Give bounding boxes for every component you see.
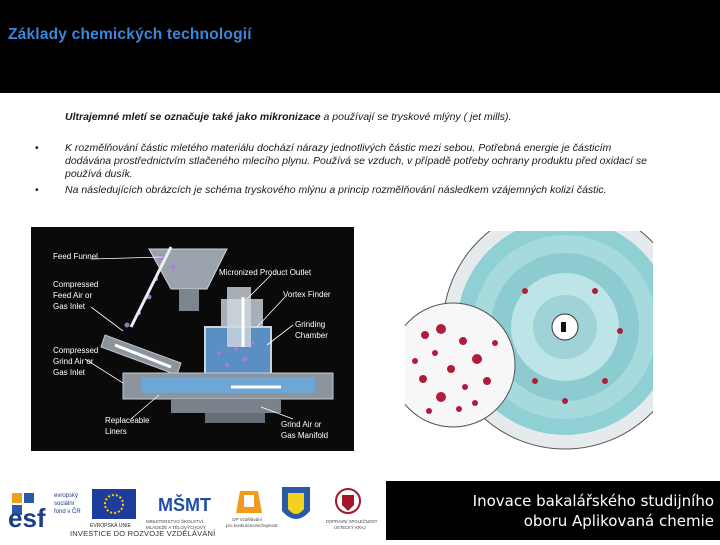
- label-liners: Liners: [105, 427, 127, 436]
- op-logo: [226, 491, 278, 528]
- bullet-text: K rozmělňování částic mletého materiálu dochází nárazy jednotlivých částic mezi sebou. Potřebná energie je částicím dodávána prostřednictvím stlačeného mlecího plynu. Používá se vzduch, v případě potřeby ochrany produktu před oxidací se používá dusík.: [65, 142, 647, 181]
- bullet-list: [30, 142, 650, 199]
- footer: [0, 481, 720, 540]
- slide-header: [0, 0, 720, 93]
- bullet-text: Na následujících obrázcích je schéma tryskového mlýnu a princip rozmělňování následkem vzájemných kolizí částic.: [65, 183, 607, 196]
- msmt-sub: MINISTERSTVO ŠKOLSTVÍ,: [146, 519, 205, 524]
- label-manifold: Grind Air or: [281, 420, 322, 429]
- invest-slogan: INVESTICE DO ROZVOJE VZDĚLÁVÁNÍ: [70, 529, 216, 538]
- esf-sub: sociální: [54, 501, 75, 507]
- label-feed-inlet: Compressed: [53, 280, 99, 289]
- esf-sub: fond v ČR: [54, 509, 81, 515]
- label-feed-funnel: Feed Funnel: [53, 252, 98, 261]
- footer-line-2: oboru Aplikovaná chemie: [523, 512, 714, 530]
- bullet-item: [30, 184, 650, 197]
- transport-emblem-logo: [326, 489, 378, 530]
- label-outlet: Micronized Product Outlet: [219, 268, 312, 277]
- msmt-sub: MLÁDEŽE A TĚLOVÝCHOVY: [146, 525, 206, 530]
- label-manifold: Gas Manifold: [281, 431, 329, 440]
- funnel-neck: [179, 289, 199, 311]
- upce-sub: ÚSTECKÝ KRAJ: [334, 525, 366, 530]
- label-feed-inlet: Gas Inlet: [53, 302, 86, 311]
- jet-mill-principle-image: [405, 231, 653, 455]
- op-sub: pro konkurenceschopnost: [226, 523, 278, 528]
- label-chamber: Chamber: [295, 331, 328, 340]
- collision-diagram-svg: [405, 231, 653, 455]
- bullet-dot-icon: •: [35, 142, 39, 154]
- label-grind-inlet: Gas Inlet: [53, 368, 86, 377]
- op-sub: OP Vzdělávání: [232, 517, 262, 522]
- jet-mill-diagram-svg: [31, 227, 354, 451]
- vortex-finder-shape: [227, 287, 251, 347]
- label-grind-inlet: Grind Air or: [53, 357, 94, 366]
- msmt-logo: [146, 494, 211, 530]
- upce-sub: DOPRAVNÍ SPOLEČNOST: [326, 519, 378, 524]
- bullet-dot-icon: •: [35, 183, 39, 196]
- label-liners: Replaceable: [105, 416, 150, 425]
- esf-sub: evropský: [54, 493, 79, 499]
- bullet-item: [30, 142, 650, 182]
- mill-body-inner: [141, 377, 315, 393]
- footer-band: [386, 481, 720, 540]
- eu-label: EVROPSKÁ UNIE: [90, 523, 131, 529]
- label-vortex: Vortex Finder: [283, 290, 331, 299]
- university-shield-logo: [282, 487, 310, 519]
- label-chamber: Grinding: [295, 320, 326, 329]
- intro-rest: a používají se tryskové mlýny ( jet mills).: [320, 111, 512, 123]
- jet-mill-schematic: [31, 227, 354, 451]
- manifold-shape: [171, 399, 281, 413]
- label-feed-inlet: Feed Air or: [53, 291, 93, 300]
- slide-title: Základy chemických technologií: [8, 26, 252, 43]
- intro-text: [65, 111, 685, 125]
- label-grind-inlet: Compressed: [53, 346, 99, 355]
- msmt-wordmark: MŠMT: [158, 495, 211, 515]
- eu-flag-logo: [90, 489, 136, 529]
- logo-strip: [0, 481, 386, 540]
- footer-line-1: Inovace bakalářského studijního: [472, 492, 714, 510]
- intro-bold: Ultrajemné mletí se označuje také jako mikronizace: [65, 111, 321, 123]
- esf-wordmark: esf: [8, 503, 46, 533]
